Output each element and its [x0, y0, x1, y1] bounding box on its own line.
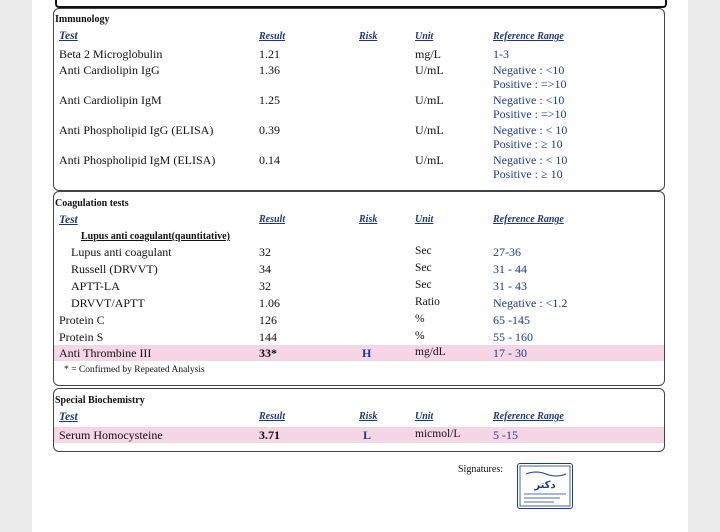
result-value: 1.36 [259, 63, 280, 77]
reference-range: 31 - 43 [493, 279, 527, 293]
result-value: 0.39 [259, 123, 280, 137]
subheading: Lupus anti coagulant(qauntitative) [81, 231, 230, 242]
stamp-graphic [518, 464, 572, 508]
test-name: Anti Phospholipid IgM (ELISA) [59, 153, 216, 167]
test-name: Protein S [59, 330, 104, 344]
test-name: Beta 2 Microglobulin [59, 47, 163, 61]
header-risk: Risk [359, 31, 378, 42]
unit: Ratio [415, 296, 440, 308]
header-test: Test [59, 411, 78, 423]
footnote: * = Confirmed by Repeated Analysis [64, 365, 205, 375]
doctor-stamp [517, 463, 573, 509]
test-name: Anti Cardiolipin IgG [59, 63, 160, 77]
header-result: Result [259, 214, 286, 225]
previous-section-edge [55, 0, 667, 8]
header-test: Test [59, 214, 78, 226]
reference-range: 1-3 [493, 47, 509, 61]
header-reference: Reference Range [493, 214, 564, 225]
test-name: Anti Cardiolipin IgM [59, 93, 162, 107]
special-biochemistry-title: Special Biochemistry [55, 395, 145, 406]
reference-range: 5 -15 [493, 428, 518, 442]
reference-range: Negative : < 10 [493, 153, 568, 167]
result-value: 1.25 [259, 93, 280, 107]
unit: micmol/L [415, 428, 461, 440]
reference-range: Negative : <10 [493, 63, 565, 77]
risk-flag: L [363, 428, 372, 442]
reference-range: 17 - 30 [493, 346, 527, 360]
result-value-flagged: 33* [259, 346, 277, 360]
reference-range-positive: Positive : ≥ 10 [493, 137, 563, 151]
result-value: 126 [259, 313, 277, 327]
reference-range-positive: Positive : ≥ 10 [493, 167, 563, 181]
result-value: 32 [259, 279, 271, 293]
reference-range: Negative : <1.2 [493, 296, 568, 310]
reference-range: Negative : <10 [493, 93, 565, 107]
reference-range-positive: Positive : =>10 [493, 77, 567, 91]
reference-range-positive: Positive : =>10 [493, 107, 567, 121]
unit: U/mL [415, 153, 444, 167]
header-risk: Risk [359, 214, 378, 225]
test-name: Anti Phospholipid IgG (ELISA) [59, 123, 214, 137]
result-value-flagged: 3.71 [259, 428, 280, 442]
test-name: DRVVT/APTT [71, 296, 145, 310]
unit: Sec [415, 245, 432, 257]
risk-flag: H [362, 346, 372, 360]
reference-range: Negative : < 10 [493, 123, 568, 137]
test-name: Anti Thrombine III [59, 346, 152, 360]
unit: U/mL [415, 123, 444, 137]
header-reference: Reference Range [493, 411, 564, 422]
unit: mg/dL [415, 346, 446, 358]
header-result: Result [259, 411, 286, 422]
test-name: Serum Homocysteine [59, 428, 163, 442]
result-value: 1.21 [259, 47, 280, 61]
unit: U/mL [415, 93, 444, 107]
result-value: 32 [259, 245, 271, 259]
immunology-title: Immunology [55, 14, 110, 25]
unit: % [415, 313, 425, 325]
unit: % [415, 330, 425, 342]
unit: U/mL [415, 63, 444, 77]
coagulation-title: Coagulation tests [55, 198, 129, 209]
header-result: Result [259, 31, 286, 42]
reference-range: 55 - 160 [493, 330, 533, 344]
header-unit: Unit [415, 31, 434, 42]
unit: mg/L [415, 47, 441, 61]
test-name: Lupus anti coagulant [71, 245, 172, 259]
header-unit: Unit [415, 214, 434, 225]
test-name: Russell (DRVVT) [71, 262, 158, 276]
unit: Sec [415, 262, 432, 274]
result-value: 0.14 [259, 153, 280, 167]
header-reference: Reference Range [493, 31, 564, 42]
signature-label: Signatures: [458, 464, 503, 475]
header-test: Test [59, 30, 78, 42]
unit: Sec [415, 279, 432, 291]
reference-range: 65 -145 [493, 313, 530, 327]
result-value: 34 [259, 262, 271, 276]
result-value: 144 [259, 330, 277, 344]
reference-range: 31 - 44 [493, 262, 527, 276]
test-name: APTT-LA [71, 279, 120, 293]
header-unit: Unit [415, 411, 434, 422]
stamp-text: دکتر [534, 480, 556, 491]
result-value: 1.06 [259, 296, 280, 310]
test-name: Protein C [59, 313, 105, 327]
reference-range: 27-36 [493, 245, 521, 259]
header-risk: Risk [359, 411, 378, 422]
